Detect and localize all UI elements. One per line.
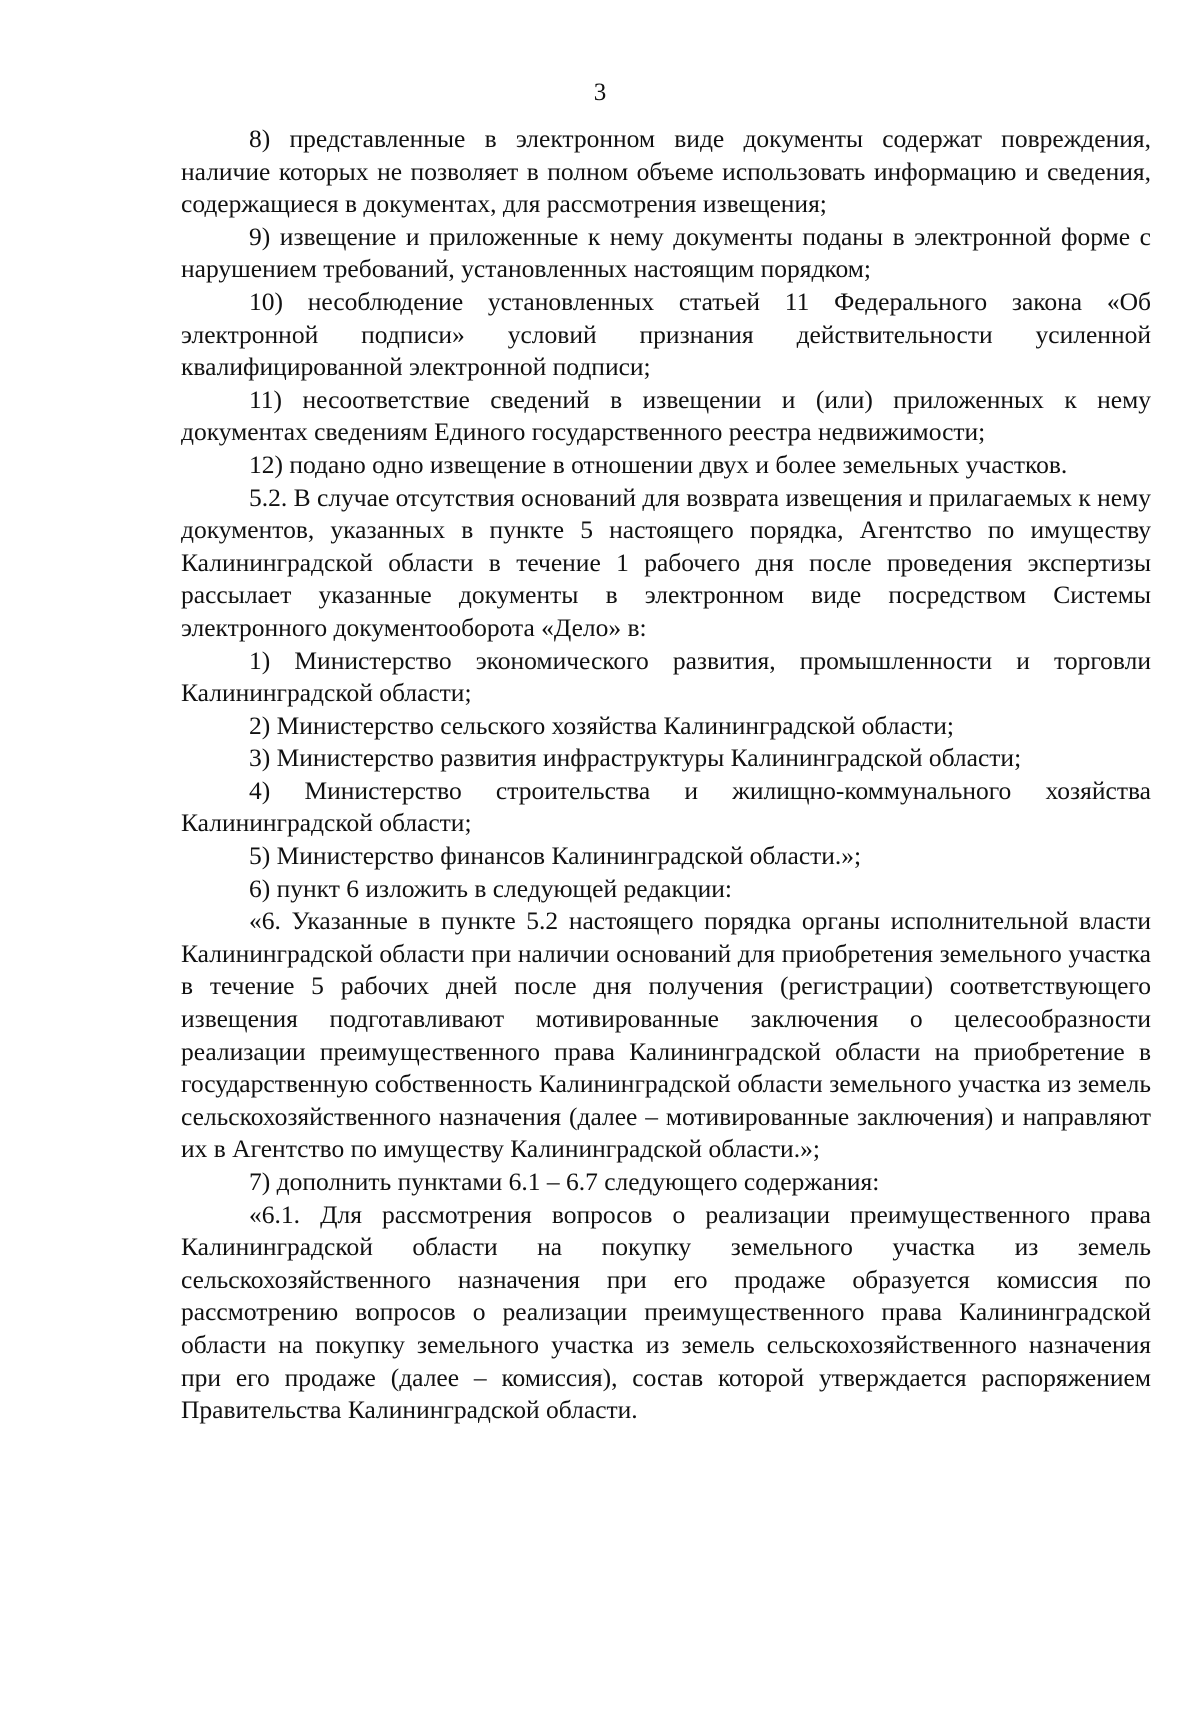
document-body [181,123,1151,1427]
paragraph-item-12: 12) подано одно извещение в отношении двух и более земельных участков. [249,449,1068,479]
amendment-item-6: 6) пункт 6 изложить в следующей редакции: [249,873,732,903]
paragraph-6-1: «6.1. Для рассмотрения вопросов о реализации преимущественного права Калининградской области на покупку земельного участка из земель сельскохозяйственного назначения при его продаже образуется комиссия по рассмотрению вопросов о реализации преимущественного права Калининградской области на покупку земельного участка из земель сельскохозяйственного назначения при его продаже (далее – комиссия), состав которой утверждается распоряжением Правительства Калининградской области. [181,1199,1151,1425]
page-number: 3 [593,79,607,106]
paragraph-item-11: 11) несоответствие сведений в извещении и (или) приложенных к нему документах сведениям Единого государственного реестра недвижимости; [181,384,1151,447]
list-item-ministry-3: 3) Министерство развития инфраструктуры Калининградской области; [249,743,1022,773]
list-item-ministry-5: 5) Министерство финансов Калининградской области.»; [249,841,862,871]
paragraph-item-9: 9) извещение и приложенные к нему документы поданы в электронной форме с нарушением требований, установленных настоящим порядком; [181,221,1151,284]
list-item-ministry-4: 4) Министерство строительства и жилищно-коммунального хозяйства Калининградской области; [181,775,1151,838]
list-item-ministry-1: 1) Министерство экономического развития, промышленности и торговли Калининградской области; [181,645,1151,708]
paragraph-item-8: 8) представленные в электронном виде документы содержат повреждения, наличие которых не позволяет в полном объеме использовать информацию и сведения, содержащиеся в документах, для рассмотрения извещения; [181,124,1151,219]
paragraph-6: «6. Указанные в пункте 5.2 настоящего порядка органы исполнительной власти Калининградской области при наличии оснований для приобретения земельного участка в течение 5 рабочих дней после дня получения (регистрации) соответствующего извещения подготавливают мотивированные заключения о целесообразности реализации преимущественного права Калининградской области на приобретение в государственную собственность Калининградской области земельного участка из земель сельскохозяйственного назначения (далее – мотивированные заключения) и направляют их в Агентство по имуществу Калининградской области.»; [181,906,1151,1164]
amendment-item-7: 7) дополнить пунктами 6.1 – 6.7 следующего содержания: [249,1167,880,1196]
paragraph-5-2: 5.2. В случае отсутствия оснований для возврата извещения и прилагаемых к нему документов, указанных в пункте 5 настоящего порядка, Агентство по имуществу Калининградской области в течение 1 рабочего дня после проведения экспертизы рассылает указанные документы в электронном виде посредством Системы электронного документооборота «Дело» в: [181,482,1151,642]
paragraph-item-10: 10) несоблюдение установленных статьей 11 Федерального закона «Об электронной подписи» условий признания действительности усиленной квалифицированной электронной подписи; [181,286,1151,382]
list-item-ministry-2: 2) Министерство сельского хозяйства Калининградской области; [249,710,954,740]
